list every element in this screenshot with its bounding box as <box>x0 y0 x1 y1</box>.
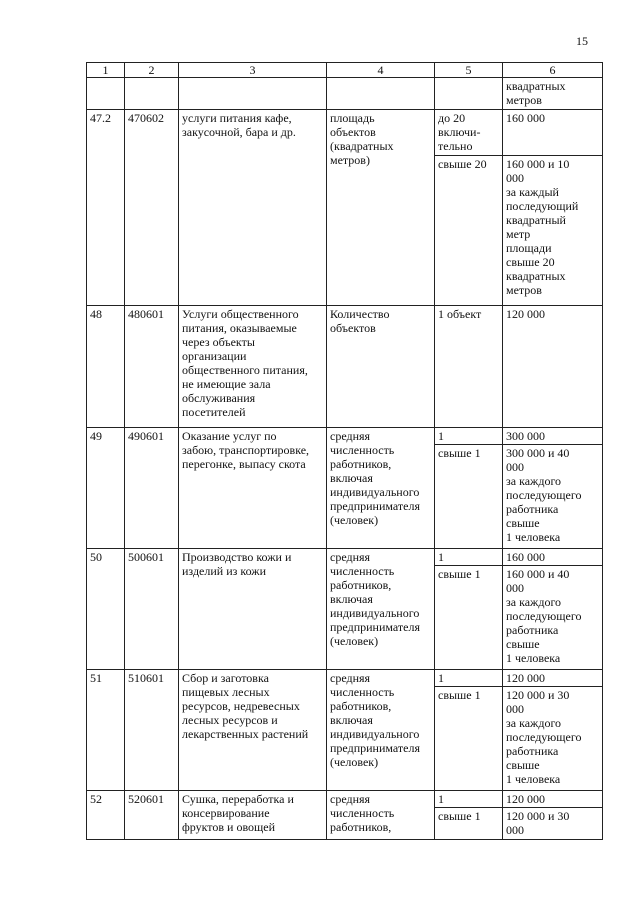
table-header-row <box>87 63 603 78</box>
value-cell <box>503 566 603 670</box>
table-row <box>87 670 603 687</box>
value-text: 160 000 <box>506 550 545 564</box>
header-cell: 3 <box>179 63 327 78</box>
header-cell: 4 <box>327 63 435 78</box>
value-cell <box>503 791 603 808</box>
threshold-text: свыше 1 <box>438 446 481 460</box>
value-cell <box>503 156 603 306</box>
name-cell <box>179 428 327 549</box>
value-text: квадратных метров <box>506 79 566 107</box>
header-cell: 6 <box>503 63 603 78</box>
threshold-cell <box>435 566 503 670</box>
row-number-cell: 52 <box>87 791 125 840</box>
table-row <box>87 791 603 808</box>
threshold-cell <box>435 78 503 110</box>
name-cell <box>179 306 327 428</box>
threshold-text: свыше 1 <box>438 567 481 581</box>
header-cell: 2 <box>125 63 179 78</box>
value-text: 300 000 и 40 000 за каждого последующего работника свыше 1 человека <box>506 446 582 544</box>
value-cell <box>503 549 603 566</box>
unit-cell <box>327 110 435 306</box>
table-row <box>87 428 603 445</box>
threshold-cell <box>435 687 503 791</box>
code-cell: 470602 <box>125 110 179 306</box>
table-row <box>87 549 603 566</box>
activity-name: Услуги общественного питания, оказываемые через объекты организации общественного питания, не имеющие зала обслуживания посетителей <box>182 307 308 419</box>
row-number-cell: 51 <box>87 670 125 791</box>
code-cell: 500601 <box>125 549 179 670</box>
threshold-cell <box>435 156 503 306</box>
value-text: 120 000 и 30 000 <box>506 809 570 837</box>
unit-cell <box>327 670 435 791</box>
name-cell <box>179 549 327 670</box>
activity-name: Сбор и заготовка пищевых лесных ресурсов, недревесных лесных ресурсов и лекарственных растений <box>182 671 309 741</box>
value-text: 120 000 <box>506 307 545 321</box>
threshold-cell <box>435 306 503 428</box>
value-text: 120 000 <box>506 671 545 685</box>
table-row <box>87 110 603 156</box>
unit-text: средняя численность работников, <box>330 792 395 834</box>
value-cell <box>503 808 603 840</box>
threshold-cell <box>435 110 503 156</box>
code-cell: 520601 <box>125 791 179 840</box>
unit-text: средняя численность работников, включая индивидуального предпринимателя (человек) <box>330 550 420 648</box>
row-number-cell: 49 <box>87 428 125 549</box>
unit-cell <box>327 78 435 110</box>
row-number-cell: 50 <box>87 549 125 670</box>
threshold-cell <box>435 428 503 445</box>
code-cell: 490601 <box>125 428 179 549</box>
code-cell <box>125 78 179 110</box>
value-cell <box>503 306 603 428</box>
name-cell <box>179 110 327 306</box>
threshold-cell <box>435 670 503 687</box>
threshold-text: 1 <box>438 550 444 564</box>
threshold-cell <box>435 549 503 566</box>
threshold-cell <box>435 791 503 808</box>
activity-name: услуги питания кафе, закусочной, бара и др. <box>182 111 296 139</box>
threshold-text: свыше 20 <box>438 157 487 171</box>
table-row <box>87 306 603 428</box>
value-cell <box>503 687 603 791</box>
table-row-continuation <box>87 78 603 110</box>
value-cell <box>503 445 603 549</box>
code-cell: 480601 <box>125 306 179 428</box>
value-text: 160 000 <box>506 111 545 125</box>
row-number-cell <box>87 78 125 110</box>
threshold-text: до 20 включи- тельно <box>438 111 481 153</box>
value-text: 120 000 и 30 000 за каждого последующего работника свыше 1 человека <box>506 688 582 786</box>
value-text: 160 000 и 40 000 за каждого последующего работника свыше 1 человека <box>506 567 582 665</box>
unit-text: площадь объектов (квадратных метров) <box>330 111 394 167</box>
unit-cell <box>327 306 435 428</box>
value-text: 120 000 <box>506 792 545 806</box>
activity-name: Производство кожи и изделий из кожи <box>182 550 292 578</box>
unit-text: средняя численность работников, включая индивидуального предпринимателя (человек) <box>330 671 420 769</box>
unit-cell <box>327 791 435 840</box>
header-cell: 1 <box>87 63 125 78</box>
tariff-table <box>86 62 603 840</box>
code-cell: 510601 <box>125 670 179 791</box>
row-number-cell: 47.2 <box>87 110 125 306</box>
name-cell <box>179 791 327 840</box>
threshold-text: свыше 1 <box>438 809 481 823</box>
header-cell: 5 <box>435 63 503 78</box>
row-number-cell: 48 <box>87 306 125 428</box>
threshold-text: 1 объект <box>438 307 482 321</box>
name-cell <box>179 670 327 791</box>
activity-name: Сушка, переработка и консервирование фруктов и овощей <box>182 792 294 834</box>
threshold-text: 1 <box>438 792 444 806</box>
unit-cell <box>327 549 435 670</box>
unit-cell <box>327 428 435 549</box>
threshold-text: 1 <box>438 429 444 443</box>
value-cell <box>503 670 603 687</box>
name-cell <box>179 78 327 110</box>
threshold-cell <box>435 445 503 549</box>
value-text: 300 000 <box>506 429 545 443</box>
page-number: 15 <box>576 34 588 48</box>
value-cell <box>503 78 603 110</box>
threshold-text: свыше 1 <box>438 688 481 702</box>
value-cell <box>503 428 603 445</box>
threshold-text: 1 <box>438 671 444 685</box>
threshold-cell <box>435 808 503 840</box>
unit-text: Количество объектов <box>330 307 390 335</box>
value-cell <box>503 110 603 156</box>
unit-text: средняя численность работников, включая индивидуального предпринимателя (человек) <box>330 429 420 527</box>
value-text: 160 000 и 10 000 за каждый последующий квадратный метр площади свыше 20 квадратных метров <box>506 157 579 297</box>
activity-name: Оказание услуг по забою, транспортировке, перегонке, выпасу скота <box>182 429 310 471</box>
